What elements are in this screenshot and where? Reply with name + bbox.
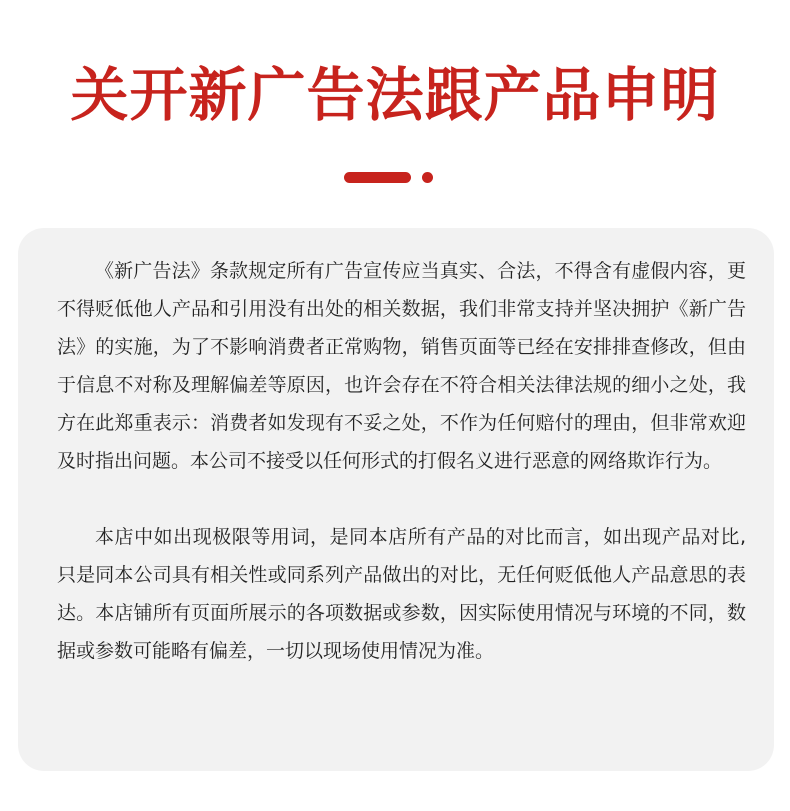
statement-paragraph-ad-law: 《新广告法》条款规定所有广告宣传应当真实、合法，不得含有虚假内容，更不得贬低他人产品和引用没有出处的相关数据，我们非常支持并坚决拥护《新广告法》的实施，为了不影响消费者正常购物，销售页面等已经在安排排查修改，但由于信息不对称及理解偏差等原因，也许会存在不符合相关法律法规的细小之处，我方在此郑重表示：消费者如发现有不妥之处，不作为任何赔付的理由，但非常欢迎及时指出问题。本公司不接受以任何形式的打假名义进行恶意的网络欺诈行为。: [57, 260, 746, 472]
title-divider: [344, 172, 434, 184]
statement-card: [18, 228, 774, 771]
divider-bar: [344, 172, 411, 183]
page-title: 关开新广告法跟产品申明: [70, 61, 720, 129]
statement-paragraph-comparison: 本店中如出现极限等用词，是同本店所有产品的对比而言，如出现产品对比,只是同本公司具有相关性或同系列产品做出的对比，无任何贬低他人产品意思的表达。本店铺所有页面所展示的各项数据或参数，因实际使用情况与环境的不同，数据或参数可能略有偏差，一切以现场使用情况为准。: [57, 526, 746, 662]
divider-dot: [422, 172, 433, 183]
